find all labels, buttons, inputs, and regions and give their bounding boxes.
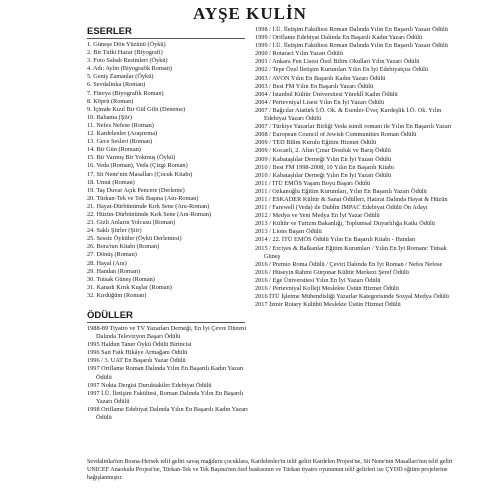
work-item: 27. Dönüş (Roman) [87, 251, 137, 259]
award-item: 2011 / İTÜ EMÖS Yaşam Boyu Başarı Ödülü [255, 179, 371, 187]
work-item: 31. Kanadı Kırık Kuşlar (Roman) [87, 283, 172, 291]
work-item: 2. Bir Tutki Hazar (Biyografi) [87, 49, 163, 57]
work-item: 30. Tutsak Güneş (Roman) [87, 275, 155, 283]
work-item: 32. Kırdüğüm (Roman) [87, 291, 147, 299]
work-item: 15. Bir Varmış Bir Yokmuş (Öykü) [87, 154, 176, 162]
work-item: 19. Taş Duvar Açık Pencere (Derleme) [87, 186, 185, 194]
works-list [87, 41, 252, 300]
award-item: 2016 İTÜ İşletme Mühendisliği Yazarlar Kategorisinde Sosyal Medya Ödülü [255, 293, 449, 301]
award-item: 2015 / Erciyes & Balkanlar Eğitim Kurumları / Yılın En İyi Romanı: Tutsak Güneş [255, 244, 447, 260]
works-heading-rule [87, 38, 245, 39]
work-item: 8. Köprü (Roman) [87, 97, 134, 105]
award-item: 2016 / Ege Üniversitesi Yılın En İyi Yazarı Ödülü [255, 276, 381, 284]
work-item: 21. Hayat-Dürbünümde Kırk Sene (Anı-Roman) [87, 202, 210, 210]
work-item: 16. Veda (Roman), Veda (Çizgi Roman) [87, 162, 188, 170]
work-item: 14. Bir Gün (Roman) [87, 146, 141, 154]
award-item: 2009 / Kocaeli, 2. Altın Çınar Dostluk ve Barış Ödülü [255, 147, 391, 155]
work-item: 26. Bora'nın Kitabı (Roman) [87, 243, 160, 251]
work-item: 24. Saklı Şiirler (Şiir) [87, 227, 142, 235]
award-item: 2004 / İstanbul Kültür Üniversitesi Yüreklî Kadın Ödülü [255, 90, 398, 98]
award-item: 1997 Nokta Dergisi Duruktakiler Edebiyat Ödülü [87, 381, 212, 389]
work-item: 12. Kardelenler (Araştırma) [87, 130, 158, 138]
award-item: 2011 / Ozkanoğlu Eğitim Kurumları, Yılın En Başarılı Yazarı Ödülü [255, 187, 427, 195]
award-item: 2013 / Lions Başarı Ödülü [255, 228, 322, 236]
award-item: 2010 / Kabataşlılar Derneği Yılın En İyi Yazarı Ödülü [255, 171, 391, 179]
work-item: 18. Umut (Roman) [87, 178, 135, 186]
award-item: 1999 / İ.Ü. İletişim Fakültesi Roman Dalında Yılın En Başarılı Yazarı Ödülü [255, 42, 448, 50]
award-item: 2016 / Premio Roma Ödülü / Çeviri Dalında En İyi Roman / Nefes Nefese [255, 260, 443, 268]
award-item: 2009 / TED Bilim Kurulu Eğitim Hizmet Ödülü [255, 139, 377, 147]
award-item: 2000 / Rotaract Yılın Yazarı Ödülü [255, 50, 343, 58]
award-item: 1997 Oriflame Roman Dalında Yılın En Başarılı Kadın Yazarı Ödülü [87, 365, 244, 381]
awards-heading: ÖDÜLLER [87, 310, 133, 321]
award-item: 2010 / Best FM 1998-2008, 10 Yılın En Başarılı Kitabı [255, 163, 394, 171]
award-item: 1988-89 Tiyatro ve TV Yazarları Derneği, En İyi Çevre Düzeni Dalında Televizyon Başarı Ödülü [87, 325, 247, 341]
award-item: 1998 Oriflame Edebiyat Dalında Yılın En Başarılı Kadın Yazarı Ödülü [87, 405, 248, 422]
award-item: 2007 / Türkiye Yazarlar Birliği Veda isimli romanı ile Yılın En Başarılı Yazarı [255, 123, 452, 131]
award-item: 2003 / AVON Yılın En Başarılı Kadın Yazarı Ödülü [255, 74, 386, 82]
award-item: 2011 / Farewell (Veda) ile Dublin IMPAC Edebiyat Ödülü Ön Adayı [255, 204, 428, 212]
work-item: 9. İçimde Kızıl Bir Gül Gibi (Deneme) [87, 105, 186, 113]
award-item: 2013 / Kültür ve Turizm Bakanlığı, Toplumsal Duyarlılığa Katkı Ödülü [255, 220, 435, 228]
award-item: 2001 / Ankara Fen Lisesi Özel Bilim Okulları Yılın Yazarı Ödülü [255, 58, 420, 66]
award-item: 1997 İ.Ü. İletişim Fakültesi, Roman Dalında Yılın En Başarılı Yazarı Ödülü [87, 389, 244, 405]
work-item: 13. Gece Sesleri (Roman) [87, 138, 153, 146]
work-item: 29. Handan (Roman) [87, 267, 140, 275]
work-item: 3. Foto Sabah Resimleri (Öykü) [87, 57, 168, 65]
award-item: 1995 Haldun Taner Öykü Ödülü Birincisi [87, 341, 192, 349]
award-item: 1999 / Oriflame Edebiyat Dalında En Başarılı Kadın Yazarı Ödülü [255, 34, 423, 42]
award-item: 1996 / 3. UAT En Başarılı Yazar Ödülü [87, 357, 186, 365]
award-item: 2003 / Best FM Yılın En Başarılı Yazarı Ödülü [255, 82, 374, 90]
award-item: 2007 / Bağcılar Atatürk İ.Ö. Ok. & Esenler-Üveç Kardeşlik İ.Ö. Ok. Yılın Edebiyat Yazarı Ödülü [255, 106, 442, 123]
work-item: 20. Türkan-Tek ve Tek Başına (Anı-Roman) [87, 194, 199, 202]
award-item: 2008 / European Council of Jewish Communities Roman Ödülü [255, 131, 417, 139]
page-title: AYŞE KULİN [193, 4, 307, 23]
work-item: 28. Hayal (Anı) [87, 259, 127, 267]
award-item: 2014 / 22. İTÜ EMÖS Ödülü Yılın En Başarılı Kitabı - Handan [255, 236, 415, 244]
award-item: 2002 / Tepe Özel İletişim Kurumları Yılın En İyi Edebiyatçısı Ödülü [255, 66, 429, 74]
award-item: 2004 / Pertevniyal Lisesi Yılın En İyi Yazarı Ödülü [255, 98, 385, 106]
award-item: 2012 / Medya ve Yeni Medya En İyi Yazar Ödülü [255, 212, 380, 220]
award-item: 1996 Sait Faik Hikâye Armağanı Ödülü [87, 349, 188, 357]
work-item: 11. Nefes Nefese (Roman) [87, 121, 154, 129]
footer-note: Sevdalinka'nın Bosna-Hersek telif geliri savaş mağduru çocuklara, Kardelenler'in telif geliri Kardelen Projesi'ne, Sit Nene'nin Masalları'nın telif geliri UNICEF Anaokulu Projesi'ne, Türkan-Tek ve Tek Başına'nın özel baskısının ve Türkan tiyatro oyununun telif gelirleri ise ÇYDD eğitim projelerine bağışlanmıştır. [87, 459, 453, 482]
award-item: 1998 / İ.Ü. İletişim Fakültesi Roman Dalında Yılın En Başarılı Yazarı Ödülü [255, 26, 448, 33]
awards-heading-rule [87, 322, 245, 323]
work-item: 6. Sevdalinka (Roman) [87, 81, 146, 89]
awards-list-right [255, 26, 455, 309]
award-item: 2017 İzmir Rotary Kulübü Meslekte Üstün Hizmet Ödülü [255, 301, 401, 309]
left-column [87, 26, 252, 422]
work-item: 25. Sessiz Öyküler (Öykü Derlemesi) [87, 235, 182, 243]
work-item: 4. Adı: Aylin (Biyografik Roman) [87, 65, 172, 73]
work-item: 10. Babama (Şiir) [87, 113, 132, 121]
work-item: 22. Hüzün-Dürbünümde Kırk Sene (Anı-Roman) [87, 210, 211, 218]
award-item: 2016 / Pertevniyal Kolleji Meslekte Üstün Hizmet Ödülü [255, 285, 399, 292]
award-item: 2009 / Kabataşlılar Derneği Yılın En İyi Yazarı Ödülü [255, 155, 391, 163]
work-item: 5. Geniş Zamanlar (Öykü) [87, 73, 154, 81]
award-item: 2011 / ESKADER Kültür & Sanat Ödülleri, Hatırat Dalında Hayat & Hüzün [255, 195, 448, 203]
award-item: 2016 / Hüseyin Rahmi Gürpınar Kültür Merkezi Şeref Ödülü [255, 268, 409, 276]
works-heading: ESERLER [87, 26, 132, 37]
work-item: 17. Sit Nene'nin Masalları (Çocuk Kitabı) [87, 170, 193, 178]
work-item: 23. Gizli Anların Yolcusu (Roman) [87, 219, 176, 227]
work-item: 1. Güneşe Dön Yüzünü (Öykü) [87, 41, 166, 48]
awards-list-left [87, 325, 252, 422]
work-item: 7. Füreya (Biyografik Roman) [87, 89, 164, 97]
